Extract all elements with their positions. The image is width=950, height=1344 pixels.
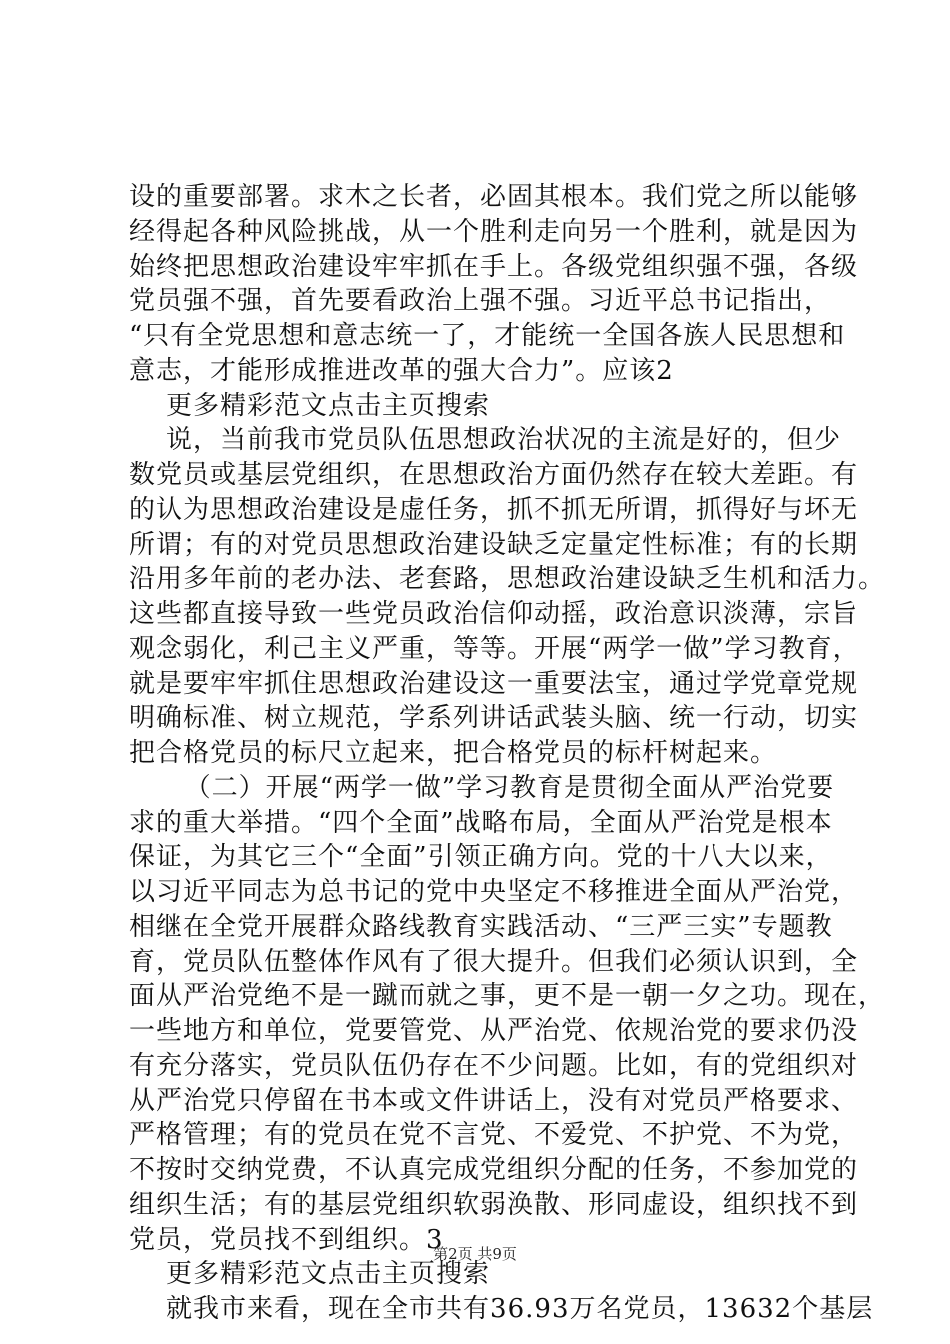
text-line: 沿用多年前的老办法、老套路，思想政治建设缺乏生机和活力。	[129, 564, 886, 595]
text-line: “只有全党思想和意志统一了，才能统一全国各族人民思想和	[129, 321, 846, 351]
text-line: 观念弱化，利己主义严重，等等。开展“两学一做”学习教育，	[129, 633, 860, 664]
text-line: 从严治党只停留在书本或文件讲话上，没有对党员严格要求、	[129, 1085, 859, 1116]
text-line: 经得起各种风险挑战，从一个胜利走向另一个胜利，就是因为	[129, 216, 859, 247]
text-line: 就是要牢牢抓住思想政治建设这一重要法宝，通过学党章党规	[129, 668, 859, 699]
text-line: 明确标准、树立规范，学系列讲话武装头脑、统一行动，切实	[129, 703, 859, 734]
text-line: 就我市来看，现在全市共有36.93万名党员，13632个基层	[129, 1294, 874, 1324]
text-line: （二）开展“两学一做”学习教育是贯彻全面从严治党要	[129, 772, 835, 803]
text-line: 党员，党员找不到组织。3	[129, 1224, 444, 1255]
text-line: 不按时交纳党费，不认真完成党组织分配的任务，不参加党的	[129, 1155, 859, 1185]
text-line: 始终把思想政治建设牢牢抓在手上。各级党组织强不强，各级	[129, 251, 859, 282]
text-line: 保证，为其它三个“全面”引领正确方向。党的十八大以来，	[129, 842, 833, 873]
text-line: 严格管理；有的党员在党不言党、不爱党、不护党、不为党，	[129, 1120, 859, 1151]
text-line: 这些都直接导致一些党员政治信仰动摇，政治意识淡薄，宗旨	[129, 599, 859, 629]
text-line: 数党员或基层党组织，在思想政治方面仍然存在较大差距。有	[129, 460, 859, 490]
text-line: 育，党员队伍整体作风有了很大提升。但我们必须认识到，全	[129, 946, 859, 977]
text-line: 意志，才能形成推进改革的强大合力”。应该2	[129, 355, 674, 386]
text-line: 的认为思想政治建设是虚任务，抓不抓无所谓，抓得好与坏无	[129, 494, 859, 525]
text-line: 求的重大举措。“四个全面”战略布局，全面从严治党是根本	[129, 807, 833, 838]
text-line: 面从严治党绝不是一蹴而就之事，更不是一朝一夕之功。现在，	[129, 981, 886, 1012]
text-line: 更多精彩范文点击主页搜索	[129, 1259, 491, 1290]
text-line: 党员强不强，首先要看政治上强不强。习近平总书记指出，	[129, 286, 832, 317]
text-line: 一些地方和单位，党要管党、从严治党、依规治党的要求仍没	[129, 1016, 859, 1046]
text-line: 以习近平同志为总书记的党中央坚定不移推进全面从严治党，	[129, 877, 859, 907]
text-line: 相继在全党开展群众路线教育实践活动、“三严三实”专题教	[129, 911, 833, 942]
text-line: 设的重要部署。求木之长者，必固其根本。我们党之所以能够	[129, 182, 859, 212]
text-line: 组织生活；有的基层党组织软弱涣散、形同虚设，组织找不到	[129, 1189, 859, 1220]
text-line: 说，当前我市党员队伍思想政治状况的主流是好的，但少	[129, 425, 842, 456]
page-footer: 第2页 共9页	[433, 1245, 517, 1263]
text-line: 把合格党员的标尺立起来，把合格党员的标杆树起来。	[129, 738, 778, 768]
text-line: 所谓；有的对党员思想政治建设缺乏定量定性标准；有的长期	[129, 529, 859, 560]
text-line: 更多精彩范文点击主页搜索	[129, 390, 491, 421]
text-line: 有充分落实，党员队伍仍存在不少问题。比如，有的党组织对	[129, 1050, 859, 1081]
